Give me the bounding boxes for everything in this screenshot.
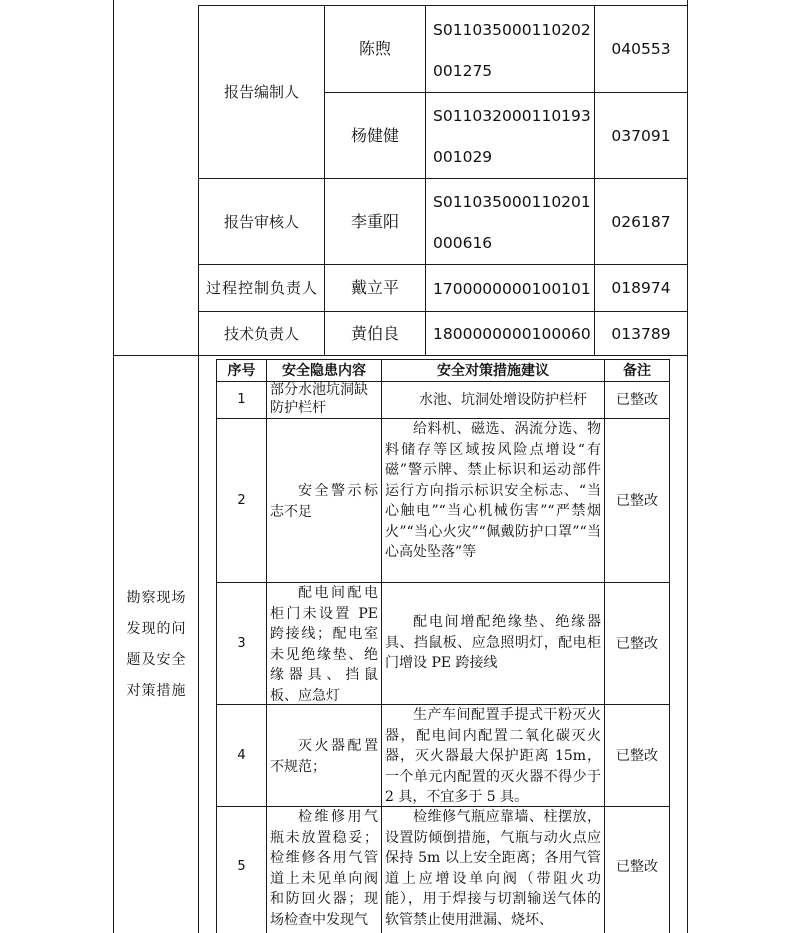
rule-section [113, 355, 688, 356]
row-measure: 配电间增配绝缘垫、绝缘器具、挡鼠板、应急照明灯，配电柜门增设 PE 跨接线 [385, 614, 601, 671]
row-measure: 生产车间配置手提式干粉灭火器，配电间内配置二氧化碳灭火器，灭火器最大保护距离 15m，一个单元内配置的灭火器不得少于 2 具，不宜多于 5 具。 [385, 707, 601, 805]
row-measure: 给料机、磁选、涡流分选、物料储存等区域按风险点增设“有磁”警示牌、禁止标识和运动部件运行方向指示标识安全标志、“当心触电”“当心机械伤害”“严禁烟火”“当心火灾”“佩戴防护口罩”“当心高处坠落”等 [385, 421, 601, 560]
cert-number-line: S011032000110193 [433, 107, 591, 125]
rule-left [113, 0, 114, 933]
cert-number-line: S011035000110201 [433, 193, 591, 211]
header-seq: 序号 [227, 362, 256, 379]
registration-number: 040553 [611, 40, 671, 58]
registration-number: 018974 [611, 279, 671, 297]
person-name: 黄伯良 [350, 323, 399, 343]
row-measure: 水池、坑洞处增设防护栏杆 [419, 392, 587, 408]
row-measure-clip [382, 807, 604, 933]
registration-number: 026187 [611, 212, 671, 231]
role-label-prep: 报告编制人 [223, 83, 299, 101]
person-name: 陈煦 [358, 39, 391, 58]
registration-number: 013789 [611, 324, 671, 343]
section-label: 勘察现场 发现的问 题及安全 对策措施 [126, 590, 187, 699]
cert-number-line: 1700000000100101 [433, 280, 591, 298]
row-hazard: 安全警示标志不足 [270, 483, 378, 520]
row-remark: 已整改 [616, 635, 658, 652]
row-hazard: 灭火器配置不规范； [270, 738, 378, 775]
row-remark: 已整改 [616, 747, 658, 764]
row-hazard: 部分水池坑洞缺防护栏杆 [270, 382, 368, 416]
row-remark: 已整改 [616, 492, 658, 509]
row-remark: 已整改 [616, 392, 658, 408]
role-label-process: 过程控制负责人 [206, 279, 319, 297]
person-name: 杨健健 [350, 125, 399, 145]
row-hazard: 检维修用气瓶未放置稳妥；检维修各用气管道上未见单向阀和防回火器；现场检查中发现气 [270, 809, 378, 928]
row-remark: 已整改 [616, 859, 658, 875]
row-hazard: 配电间配电柜门未设置 PE 跨接线；配电室未见绝缘垫、绝缘器具、挡鼠板、应急灯 [270, 585, 378, 704]
row-seq: 3 [237, 635, 246, 651]
row-seq: 2 [237, 492, 246, 508]
registration-number: 037091 [611, 126, 671, 145]
header-measure: 安全对策措施建议 [437, 362, 549, 379]
rule [669, 359, 670, 933]
header-hazard: 安全隐患内容 [282, 362, 366, 379]
person-name: 李重阳 [350, 211, 399, 231]
rule-right [687, 0, 688, 933]
row-seq: 1 [237, 392, 246, 407]
row-hazard-clip [267, 807, 381, 933]
header-remark: 备注 [623, 362, 651, 379]
rule [425, 5, 426, 356]
role-label-tech: 技术负责人 [223, 324, 299, 343]
cert-number-line: 001029 [433, 148, 493, 166]
row-measure: 检维修气瓶应靠墙、柱摆放，设置防倾倒措施，气瓶与动火点应保持 5m 以上安全距离；各用气管道上应增设单向阀（带阻火功能），用于焊接与切割输送气体的软管禁止使用泄漏、烧坏、 [385, 809, 601, 928]
person-name: 戴立平 [350, 278, 399, 297]
row-seq: 4 [237, 747, 246, 763]
row-seq: 5 [237, 859, 246, 874]
rule [198, 356, 199, 933]
cert-number-line: 1800000000100060 [433, 325, 591, 343]
cert-number-line: 000616 [433, 234, 493, 252]
cert-number-line: S011035000110202 [433, 21, 591, 39]
cert-number-line: 001275 [433, 62, 493, 80]
role-label-review: 报告审核人 [223, 212, 299, 231]
